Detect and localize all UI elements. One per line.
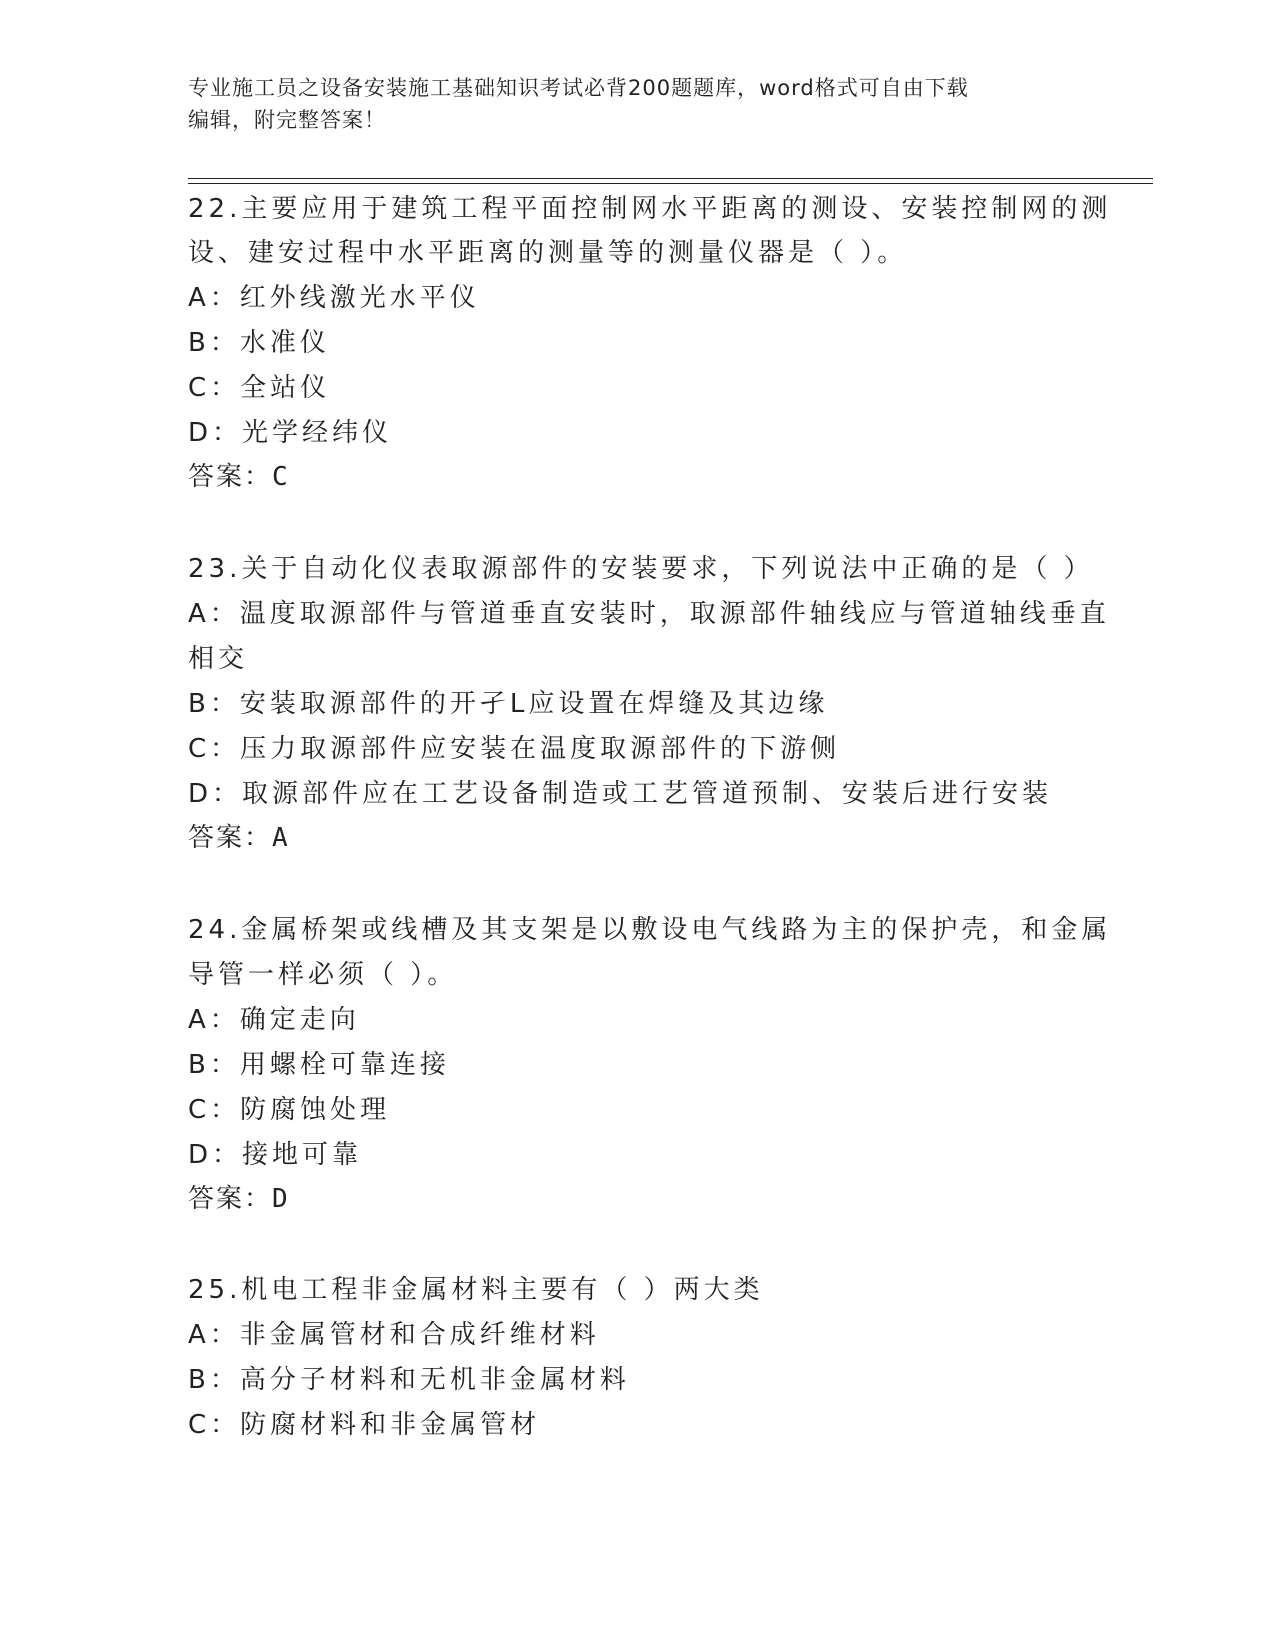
- header-line-1: 专业施工员之设备安装施工基础知识考试必背200题题库，word格式可自由下载: [188, 76, 969, 100]
- option-b: B：水准仪: [188, 328, 330, 358]
- option-c: C：压力取源部件应安装在温度取源部件的下游侧: [188, 734, 841, 764]
- option-c: C：防腐蚀处理: [188, 1095, 391, 1125]
- option-a: A：温度取源部件与管道垂直安装时，取源部件轴线应与管道轴线垂直: [188, 599, 1110, 629]
- document-header: [188, 72, 1088, 136]
- answer: 答案：C: [188, 462, 290, 492]
- header-divider-top: [188, 178, 1153, 179]
- option-b: B：安装取源部件的开孑L应设置在焊缝及其边缘: [188, 689, 829, 719]
- option-b: B：高分子材料和无机非金属材料: [188, 1365, 630, 1395]
- question-stem: 22.主要应用于建筑工程平面控制网水平距离的测设、安装控制网的测: [188, 194, 1112, 224]
- question-stem: 25.机电工程非金属材料主要有（ ）两大类: [188, 1275, 764, 1305]
- answer: 答案：A: [188, 823, 290, 853]
- header-line-2: 编辑，附完整答案！: [188, 108, 386, 132]
- option-a-continued: 相交: [188, 644, 249, 674]
- option-c: C：全站仪: [188, 373, 331, 403]
- option-c: C：防腐材料和非金属管材: [188, 1410, 541, 1440]
- header-divider-bottom: [188, 183, 1153, 184]
- question-stem: 导管一样必须（ ）。: [188, 960, 458, 990]
- question-stem: 24.金属桥架或线槽及其支架是以敷设电气线路为主的保护壳，和金属: [188, 915, 1112, 945]
- question-stem: 23.关于自动化仪表取源部件的安装要求，下列说法中正确的是（ ）: [188, 554, 1094, 584]
- question-stem: 设、建安过程中水平距离的测量等的测量仪器是（ ）。: [188, 238, 908, 268]
- option-a: A：非金属管材和合成纤维材料: [188, 1320, 600, 1350]
- option-d: D：接地可靠: [188, 1140, 363, 1170]
- answer: 答案：D: [188, 1184, 290, 1214]
- option-b: B：用螺栓可靠连接: [188, 1050, 450, 1080]
- option-a: A：红外线激光水平仪: [188, 283, 480, 313]
- option-d: D：光学经纬仪: [188, 418, 393, 448]
- option-a: A：确定走向: [188, 1005, 360, 1035]
- option-d: D：取源部件应在工艺设备制造或工艺管道预制、安装后进行安装: [188, 779, 1053, 809]
